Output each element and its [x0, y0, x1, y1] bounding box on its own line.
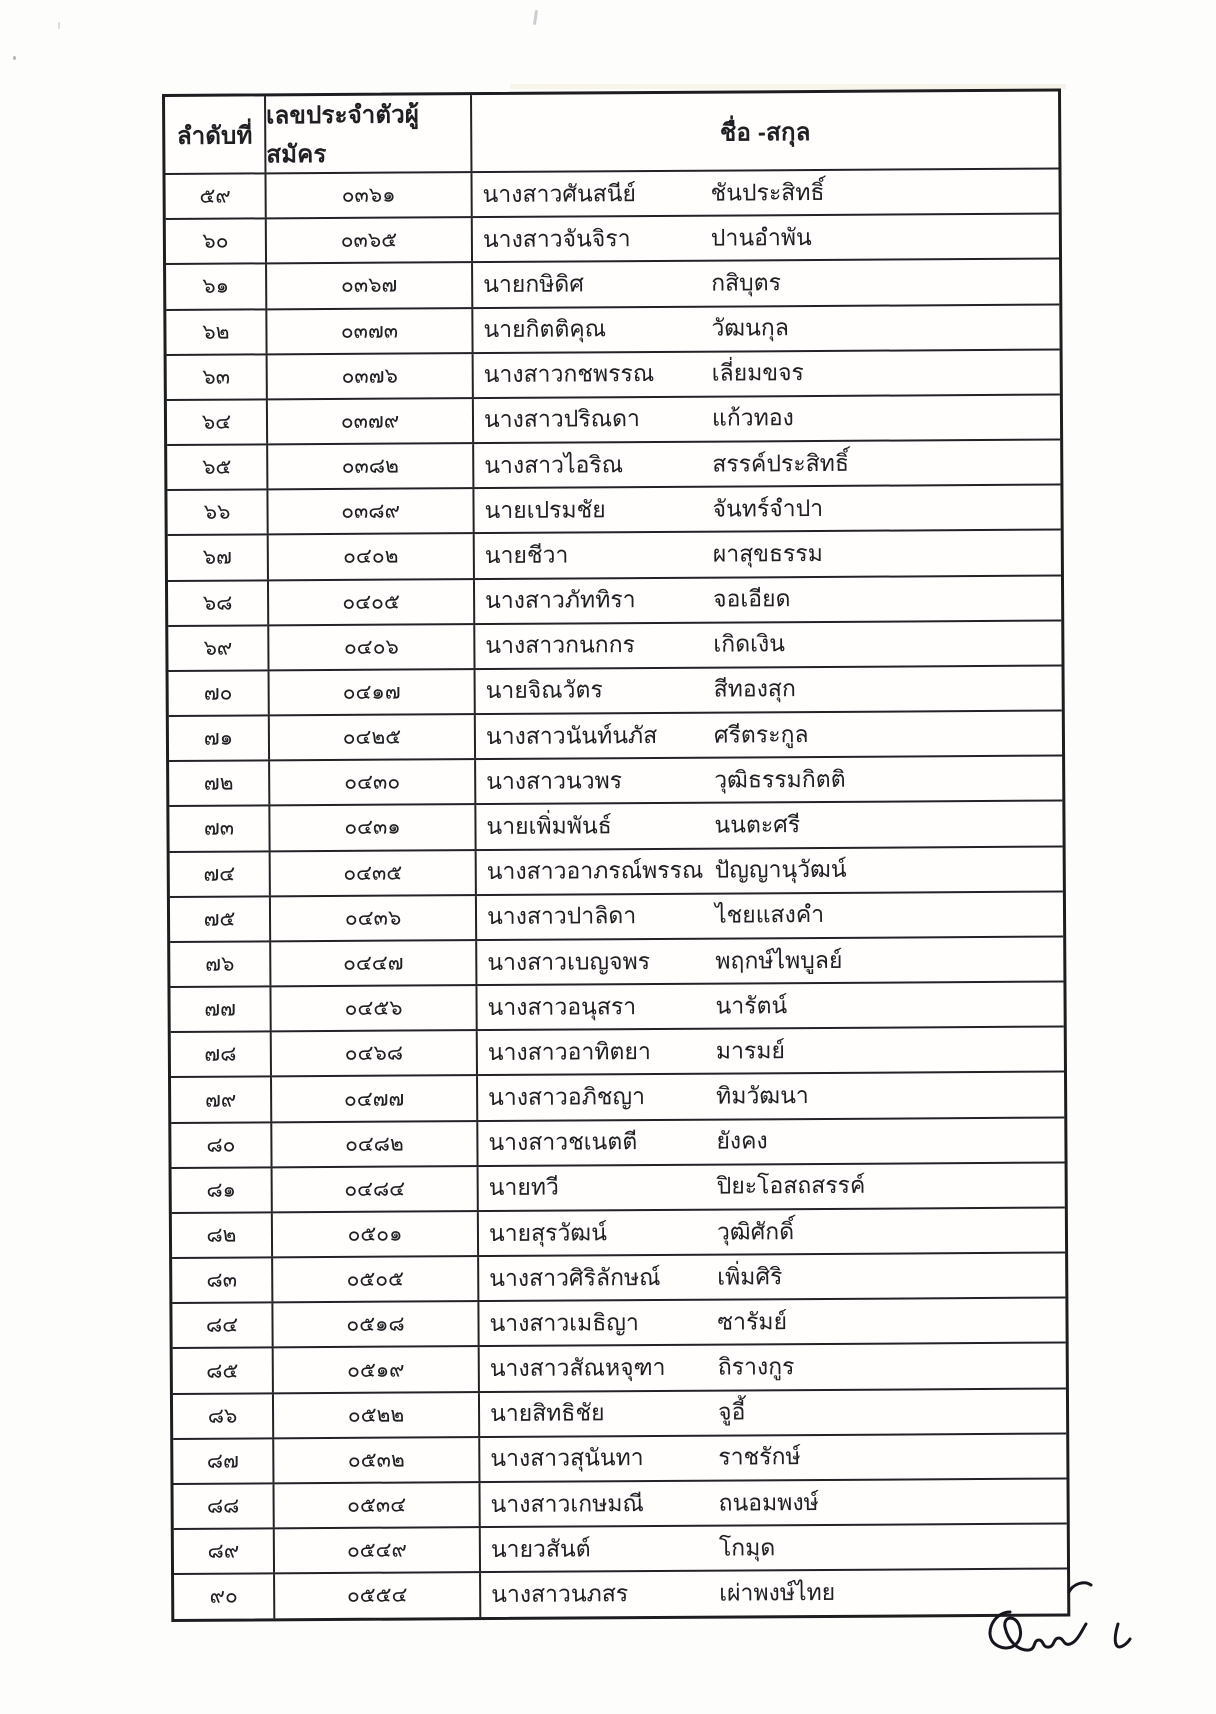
order-number: ๖๕ — [202, 455, 232, 479]
name-cell — [477, 1299, 1065, 1346]
header-name-surname: ชื่อ -สกุล — [470, 92, 1058, 172]
order-number: ๖๙ — [203, 636, 233, 660]
first-name: นางสาวกชพรรณ — [483, 360, 655, 388]
surname: ทิมวัฒนา — [716, 1082, 809, 1109]
order-number: ๘๖ — [207, 1404, 238, 1428]
surname: ปานอำพัน — [710, 223, 812, 251]
surname: เผ่าพงษ์ไทย — [719, 1578, 836, 1606]
table-row — [166, 303, 1059, 354]
name-cell — [472, 441, 1060, 488]
applicant-id: ๐๔๘๒ — [270, 1122, 476, 1166]
table-row — [174, 1568, 1067, 1619]
order-number: ๘๙ — [207, 1539, 240, 1563]
table-row — [169, 755, 1062, 806]
name-cell — [474, 712, 1062, 759]
table-row — [174, 1523, 1067, 1574]
surname: ไชยแสงคำ — [714, 901, 825, 928]
surname: ศรีตระกูล — [713, 720, 809, 748]
surname: จูอี้ — [717, 1398, 746, 1425]
order-number: ๘๕ — [206, 1359, 239, 1383]
surname: ถนอมพงษ์ — [718, 1488, 819, 1516]
surname: กสิบุตร — [711, 269, 782, 296]
first-name: นางสาวสัณหจุฑา — [489, 1353, 666, 1382]
name-cell — [475, 937, 1063, 984]
surname: แก้วทอง — [711, 404, 794, 432]
first-name: นายกษิดิศ — [483, 270, 584, 297]
name-cell — [479, 1570, 1067, 1617]
applicant-id: ๐๔๕๖ — [269, 986, 475, 1030]
table-row — [170, 981, 1063, 1032]
table-row — [173, 1342, 1066, 1393]
name-cell — [473, 621, 1061, 668]
table-row — [167, 348, 1060, 399]
header-applicant-id: เลขประจำตัวผู้สมัคร — [264, 95, 470, 172]
first-name: นางสาวปริณดา — [483, 405, 640, 433]
name-cell — [475, 847, 1063, 894]
applicant-id: ๐๕๔๙ — [273, 1528, 479, 1572]
first-name: นายเพิ่มพันธ์ — [486, 812, 612, 840]
surname: เพิ่มศิริ — [717, 1262, 783, 1290]
surname: ผาสุขธรรม — [712, 539, 823, 567]
applicant-id: ๐๓๗๙ — [266, 399, 472, 443]
applicant-id: ๐๔๗๗ — [270, 1077, 476, 1121]
table-row — [168, 619, 1061, 670]
order-number: ๘๓ — [206, 1268, 238, 1292]
surname: วัฒนกุล — [711, 314, 789, 341]
table-row — [167, 439, 1060, 490]
applicant-id: ๐๔๖๘ — [270, 1031, 476, 1075]
surname: ถิรางกูร — [717, 1353, 795, 1380]
applicant-id: ๐๕๑๘ — [271, 1302, 477, 1346]
applicant-id: ๐๕๓๔ — [272, 1483, 478, 1527]
first-name: นางสาวจันจิรา — [482, 224, 631, 252]
order-number: ๘๑ — [206, 1178, 237, 1202]
table-body — [165, 168, 1067, 1619]
surname: มารมย์ — [715, 1037, 786, 1064]
first-name: นายจิณวัตร — [485, 676, 603, 704]
first-name: นางสาวอาภรณ์พรรณ — [486, 856, 704, 885]
table-row — [169, 710, 1062, 761]
surname: จอเอียด — [713, 585, 791, 612]
name-cell — [473, 531, 1061, 578]
header-order-number: ลำดับที่ — [176, 121, 253, 150]
table-row — [173, 1477, 1066, 1528]
first-name: นางสาวศิริลักษณ์ — [489, 1263, 661, 1291]
applicant-id: ๐๓๖๗ — [265, 263, 471, 307]
name-cell — [475, 983, 1063, 1030]
surname: วุฒิศักดิ์ — [716, 1217, 795, 1245]
order-number: ๖๒ — [202, 320, 230, 344]
surname: นารัตน์ — [715, 991, 788, 1019]
name-cell — [471, 305, 1059, 352]
table-row — [170, 845, 1063, 896]
order-number: ๖๗ — [202, 546, 232, 570]
first-name: นางสาวกนกกร — [485, 631, 636, 659]
surname: ราชรักษ์ — [718, 1443, 801, 1471]
table-row — [172, 1161, 1065, 1212]
name-cell — [478, 1344, 1066, 1391]
surname: ชันประสิทธิ์ — [710, 178, 825, 206]
table-row — [166, 213, 1059, 264]
applicant-id: ๐๔๐๒ — [267, 534, 473, 578]
applicant-id: ๐๔๓๕ — [269, 851, 475, 895]
order-number: ๕๙ — [199, 184, 231, 208]
surname: เกิดเงิน — [713, 630, 785, 657]
scan-artifact — [58, 22, 60, 29]
applicant-id: ๐๕๐๑ — [271, 1212, 477, 1256]
first-name: นางสาวอาทิตยา — [487, 1037, 651, 1065]
first-name: นางสาวปาลิดา — [486, 902, 637, 930]
order-number: ๘๐ — [206, 1133, 236, 1157]
order-number: ๖๓ — [202, 365, 231, 389]
name-cell — [474, 802, 1062, 849]
table-row — [170, 935, 1063, 986]
first-name: นายสิทธิชัย — [489, 1399, 605, 1427]
first-name: นางสาวนันท์นภัส — [485, 721, 658, 749]
applicant-id: ๐๓๗๖ — [266, 354, 472, 398]
first-name: นางสาวภัททิรา — [485, 586, 636, 614]
first-name: นางสาวนภสร — [491, 1580, 629, 1607]
first-name: นางสาวเมธิญา — [489, 1308, 639, 1336]
order-number: ๗๗ — [204, 997, 236, 1021]
applicant-id: ๐๕๓๒ — [272, 1438, 478, 1482]
applicant-id: ๐๓๘๒ — [266, 444, 472, 488]
first-name: นางสาวชเนตตี — [488, 1128, 638, 1156]
name-cell — [474, 666, 1062, 713]
order-number: ๗๖ — [205, 952, 235, 976]
order-number: ๗๒ — [203, 771, 234, 796]
order-number: ๗๘ — [204, 1042, 237, 1067]
table-row — [166, 258, 1059, 309]
name-cell — [477, 1163, 1065, 1210]
name-cell — [478, 1479, 1066, 1526]
surname: ปิยะโอสถสรรค์ — [716, 1172, 866, 1199]
name-cell — [474, 757, 1062, 804]
table-row — [171, 1116, 1064, 1167]
surname: จันทร์จำปา — [712, 494, 824, 522]
order-number: ๘๔ — [205, 1313, 239, 1338]
applicant-id: ๐๔๒๕ — [268, 715, 474, 759]
applicant-id: ๐๔๓๐ — [268, 760, 474, 804]
name-cell — [470, 170, 1058, 217]
first-name: นายกิตติคุณ — [483, 315, 607, 343]
table-row — [173, 1387, 1066, 1438]
name-cell — [478, 1434, 1066, 1481]
name-cell — [471, 215, 1059, 262]
name-cell — [471, 260, 1059, 307]
table-row — [168, 529, 1061, 580]
order-number: ๘๒ — [206, 1223, 237, 1247]
table-header-row — [165, 92, 1058, 173]
name-cell — [477, 1254, 1065, 1301]
name-cell — [475, 892, 1063, 939]
applicant-id: ๐๔๐๖ — [267, 625, 473, 669]
name-cell — [477, 1208, 1065, 1255]
name-cell — [472, 395, 1060, 442]
table-row — [171, 1026, 1064, 1077]
table-row — [171, 1071, 1064, 1122]
order-number: ๘๘ — [206, 1494, 240, 1518]
surname: วุฒิธรรมกิตติ — [714, 765, 846, 793]
first-name: นางสาวนวพร — [486, 767, 623, 794]
order-number: ๗๐ — [203, 681, 233, 705]
table-row — [172, 1252, 1065, 1303]
surname: สรรค์ประสิทธิ์ — [712, 449, 850, 477]
applicant-id: ๐๓๗๓ — [265, 309, 471, 353]
first-name: นางสาวอนุสรา — [487, 992, 637, 1020]
applicants-table — [162, 89, 1070, 1622]
applicant-id: ๐๓๘๙ — [266, 489, 472, 533]
order-number: ๗๔ — [203, 862, 236, 886]
table-row — [172, 1297, 1065, 1348]
name-cell — [476, 1028, 1064, 1075]
table-row — [172, 1206, 1065, 1257]
applicant-id: ๐๔๐๕ — [267, 580, 473, 624]
applicant-id: ๐๔๘๔ — [271, 1167, 477, 1211]
order-number: ๘๗ — [206, 1449, 239, 1473]
surname: ปัญญานุวัฒน์ — [714, 855, 847, 883]
table-row — [167, 393, 1060, 444]
first-name: นางสาวศันสนีย์ — [482, 179, 636, 207]
applicant-id: ๐๕๑๙ — [272, 1348, 478, 1392]
first-name: นางสาวอภิชญา — [488, 1083, 646, 1111]
table-row — [165, 168, 1058, 219]
first-name: นายทวี — [488, 1173, 559, 1201]
table-row — [170, 890, 1063, 941]
name-cell — [476, 1073, 1064, 1120]
first-name: นายสุรวัฒน์ — [488, 1218, 607, 1246]
table-row — [169, 800, 1062, 851]
surname: นนตะศรี — [714, 811, 801, 838]
first-name: นางสาวสุนันทา — [490, 1444, 644, 1472]
surname: ยังคง — [716, 1127, 768, 1154]
applicant-id: ๐๔๓๑ — [268, 806, 474, 850]
applicant-id: ๐๔๓๖ — [269, 896, 475, 940]
surname: เลี่ยมขจร — [711, 359, 804, 386]
name-cell — [479, 1525, 1067, 1572]
first-name: นางสาวเบญจพร — [487, 947, 651, 975]
scan-artifact — [13, 56, 16, 60]
first-name: นายชีวา — [484, 541, 569, 568]
first-name: นายเปรมชัย — [484, 496, 606, 523]
surname: โกมุด — [718, 1534, 776, 1561]
table-row — [168, 574, 1061, 625]
name-cell — [472, 350, 1060, 397]
table-row — [173, 1432, 1066, 1483]
order-number: ๗๕ — [203, 907, 236, 931]
applicant-id: ๐๓๖๕ — [265, 218, 471, 262]
order-number: ๗๓ — [203, 817, 235, 841]
order-number: ๗๙ — [204, 1088, 237, 1112]
name-cell — [472, 486, 1060, 533]
applicant-id: ๐๕๒๒ — [272, 1393, 478, 1437]
first-name: นางสาวไอริณ — [484, 450, 624, 478]
surname: สีทองสุก — [713, 675, 796, 703]
name-cell — [476, 1118, 1064, 1165]
first-name: นายวสันต์ — [490, 1535, 591, 1562]
applicant-id: ๐๔๑๗ — [268, 670, 474, 714]
applicant-id: ๐๓๖๑ — [264, 173, 470, 217]
order-number: ๖๘ — [202, 591, 233, 615]
order-number: ๗๑ — [203, 726, 234, 750]
first-name: นางสาวเกษมณี — [490, 1489, 644, 1517]
applicant-id: ๐๕๕๔ — [273, 1573, 479, 1617]
surname: พฤกษ์ไพบูลย์ — [715, 946, 843, 974]
order-number: ๖๐ — [202, 229, 229, 254]
table-row — [167, 484, 1060, 535]
order-number: ๙๐ — [209, 1584, 238, 1609]
surname: ซารัมย์ — [717, 1308, 788, 1335]
scan-artifact — [533, 10, 538, 25]
name-cell — [478, 1389, 1066, 1436]
name-cell — [473, 576, 1061, 623]
applicant-id: ๐๕๐๕ — [271, 1257, 477, 1301]
table-row — [169, 664, 1062, 715]
order-number: ๖๑ — [202, 275, 230, 299]
applicant-id: ๐๔๔๗ — [269, 941, 475, 985]
order-number: ๖๖ — [203, 500, 231, 525]
order-number: ๖๔ — [201, 410, 232, 434]
